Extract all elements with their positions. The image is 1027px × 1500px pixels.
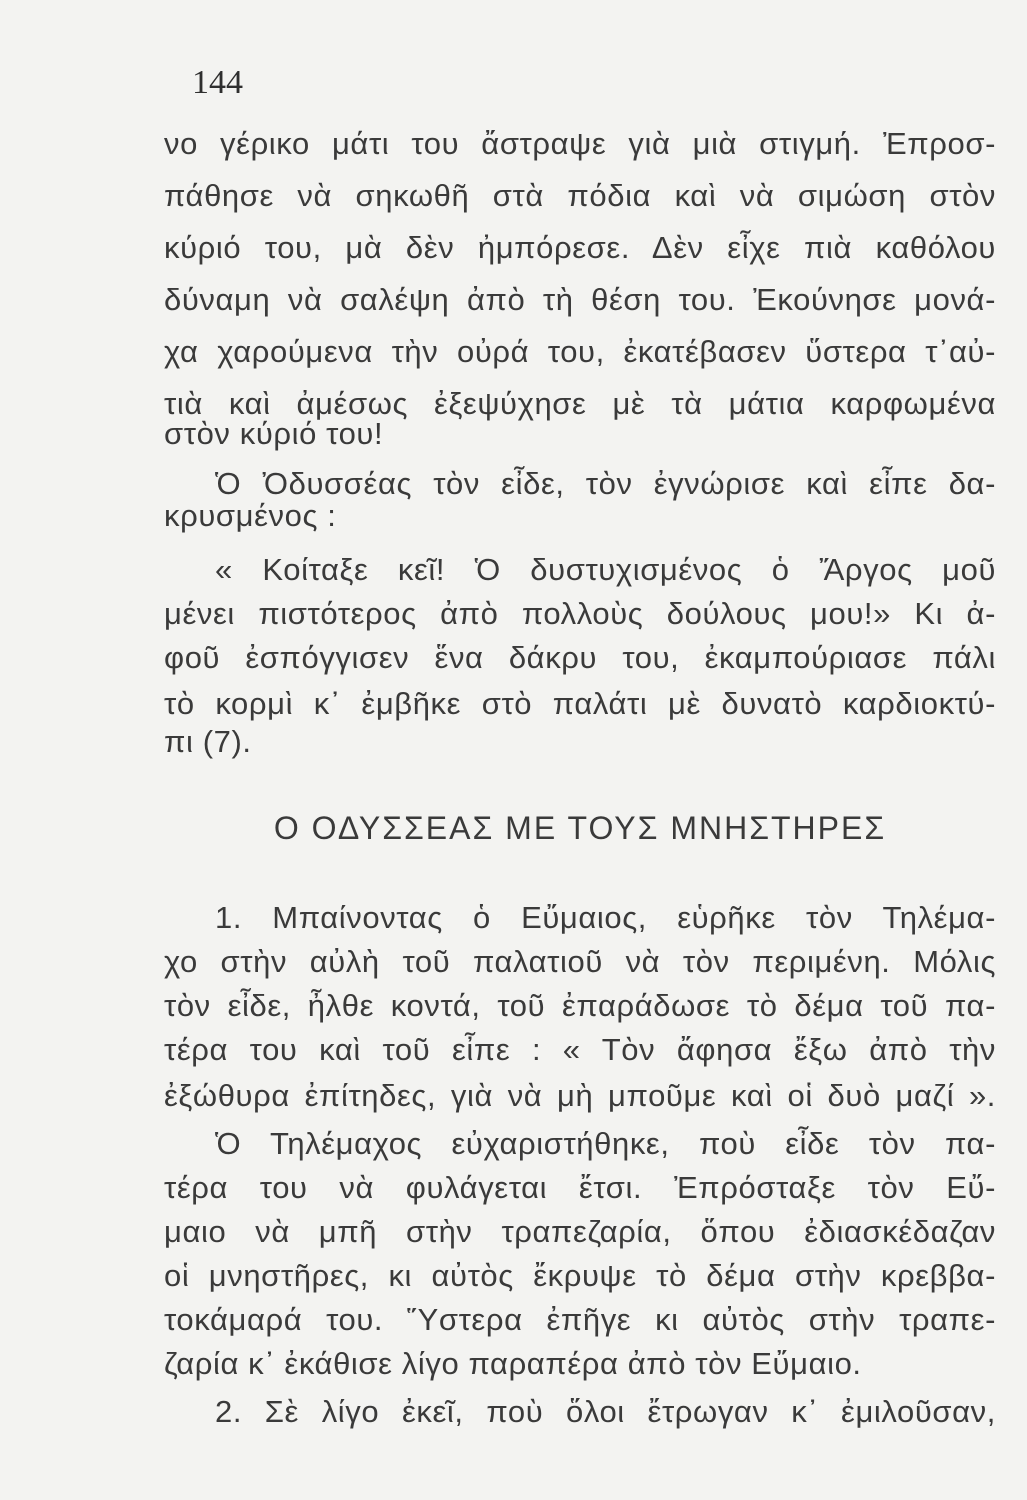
- text-line: 1. Μπαίνοντας ὁ Εὔμαιος, εὑρῆκε τὸν Τηλέμα-: [215, 900, 996, 935]
- text-line: τοκάμαρά του. Ὕστερα ἐπῆγε κι αὐτὸς στὴν τραπε-: [164, 1302, 996, 1337]
- text-line: κρυσμένος :: [164, 498, 337, 533]
- text-line: χο στὴν αὐλὴ τοῦ παλατιοῦ νὰ τὸν περιμένη. Μόλις: [164, 944, 996, 979]
- text-line: τὸν εἶδε, ἦλθε κοντά, τοῦ ἐπαράδωσε τὸ δέμα τοῦ πα-: [164, 988, 996, 1023]
- section-heading: Ο ΟΔΥΣΣΕΑΣ ΜΕ ΤΟΥΣ ΜΝΗΣΤΗΡΕΣ: [273, 810, 887, 846]
- text-line: πάθησε νὰ σηκωθῆ στὰ πόδια καὶ νὰ σιμώση στὸν: [164, 178, 996, 213]
- text-line: νο γέρικο μάτι του ἄστραψε γιὰ μιὰ στιγμή. Ἐπροσ-: [164, 126, 996, 161]
- text-line: δύναμη νὰ σαλέψη ἀπὸ τὴ θέση του. Ἐκούνησε μονά-: [164, 282, 996, 317]
- text-line: στὸν κύριό του!: [164, 416, 384, 451]
- text-line: τέρα του νὰ φυλάγεται ἔτσι. Ἐπρόσταξε τὸν Εὔ-: [164, 1170, 996, 1205]
- text-line: μαιο νὰ μπῆ στὴν τραπεζαρία, ὅπου ἐδιασκέδαζαν: [164, 1214, 996, 1249]
- text-line: « Κοίταξε κεῖ! Ὁ δυστυχισμένος ὁ Ἄργος μοῦ: [215, 552, 996, 587]
- text-line: μένει πιστότερος ἀπὸ πολλοὺς δούλους μου!» Κι ἀ-: [164, 596, 996, 631]
- text-line: χα χαρούμενα τὴν οὐρά του, ἐκατέβασεν ὕστερα τ᾿αὐ-: [164, 334, 996, 369]
- text-line: οἱ μνηστῆρες, κι αὐτὸς ἔκρυψε τὸ δέμα στὴν κρεββα-: [164, 1258, 996, 1293]
- text-line: τὸ κορμὶ κ᾿ ἐμβῆκε στὸ παλάτι μὲ δυνατὸ καρδιοκτύ-: [164, 686, 996, 721]
- text-line: ζαρία κ᾿ ἐκάθισε λίγο παραπέρα ἀπὸ τὸν Εὔμαιο.: [164, 1346, 862, 1381]
- text-line: ἐξώθυρα ἐπίτηδες, γιὰ νὰ μὴ μποῦμε καὶ οἱ δυὸ μαζί ».: [164, 1078, 996, 1113]
- text-line: 2. Σὲ λίγο ἐκεῖ, ποὺ ὅλοι ἔτρωγαν κ᾿ ἐμιλοῦσαν,: [215, 1394, 996, 1429]
- text-line: Ὁ Τηλέμαχος εὐχαριστήθηκε, ποὺ εἶδε τὸν πα-: [215, 1126, 996, 1161]
- text-line: Ὁ Ὀδυσσέας τὸν εἶδε, τὸν ἐγνώρισε καὶ εἶπε δα-: [215, 466, 996, 501]
- text-line: φοῦ ἐσπόγγισεν ἕνα δάκρυ του, ἐκαμπούριασε πάλι: [164, 640, 996, 675]
- text-line: τιὰ καὶ ἀμέσως ἐξεψύχησε μὲ τὰ μάτια καρφωμένα: [164, 386, 996, 421]
- text-line: πι (7).: [164, 724, 252, 759]
- text-line: κύριό του, μὰ δὲν ἠμπόρεσε. Δὲν εἶχε πιὰ καθόλου: [164, 230, 996, 265]
- page-number: 144: [192, 64, 243, 101]
- text-line: τέρα του καὶ τοῦ εἶπε : « Τὸν ἄφησα ἔξω ἀπὸ τὴν: [164, 1032, 996, 1067]
